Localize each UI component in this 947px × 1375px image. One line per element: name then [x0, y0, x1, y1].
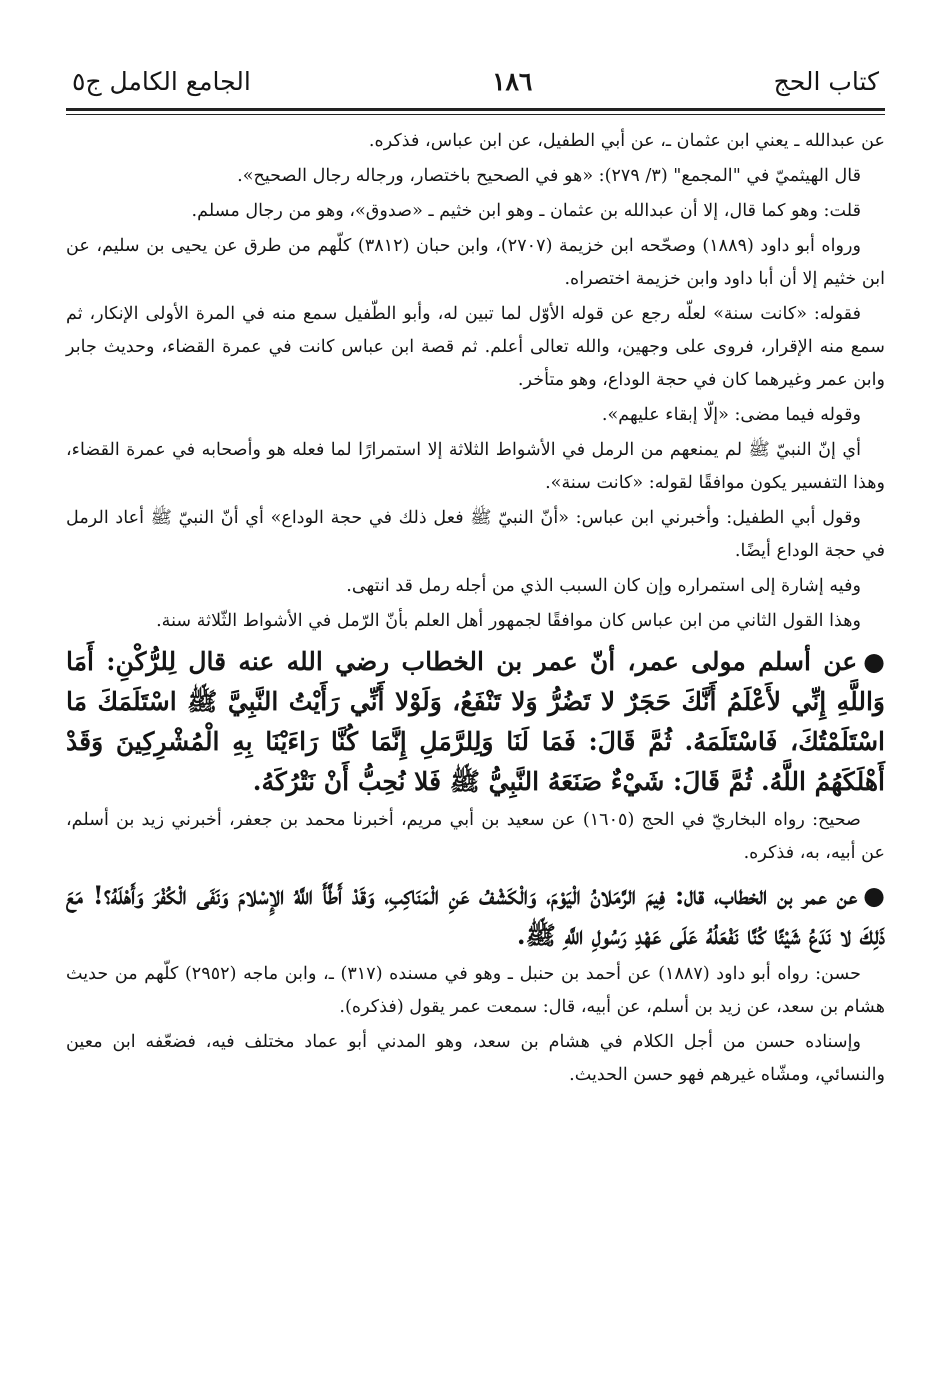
hadith-body: عن أسلم مولى عمر، أنّ عمر بن الخطاب رضي الله عنه قال لِلرُّكْنِ: أَمَا وَاللَّهِ إِنِّي لأَعْلَمُ أَنَّكَ حَجَرٌ لا تَضُرُّ وَلا تَنْفَعُ، وَلَوْلا أَنِّي رَأَيْتُ النَّبِيَّ ﷺ اسْتَلَمَكَ مَا اسْتَلَمْتُكَ، فَاسْتَلَمَهُ. ثُمَّ قَالَ: فَمَا لَنَا وَلِلرَّمَلِ إِنَّمَا كُنَّا رَاءَيْنَا بِهِ الْمُشْرِكِينَ وَقَدْ أَهْلَكَهُمُ اللَّهُ. ثُمَّ قَالَ: شَيْءٌ صَنَعَهُ النَّبِيُّ ﷺ فَلا نُحِبُّ أَنْ نَتْرُكَهُ. — [66, 647, 885, 796]
header-rule-thin — [66, 114, 885, 115]
page-header — [66, 60, 885, 104]
page-number: ١٨٦ — [492, 67, 533, 96]
bullet-icon: ● — [863, 881, 885, 910]
page-body — [66, 125, 885, 1092]
chapter-title: كتاب الحج — [773, 67, 879, 96]
commentary-paragraph: أي إنّ النبيّ ﷺ لم يمنعهم من الرمل في الأشواط الثلاثة إلا استمرارًا لما فعله هو وأصحابه في عمرة القضاء، وهذا التفسير يكون موافقًا لقوله: «كانت سنة». — [66, 440, 885, 493]
commentary-paragraph: فقوله: «كانت سنة» لعلّه رجع عن قوله الأوّل لما تبين له، وأبو الطّفيل سمع منه في المرة الأولى الإنكار، ثم سمع منه الإقرار، فروى على وجهين، والله تعالى أعلم. ثم قصة ابن عباس كانت في عمرة القضاء، وحديث جابر وابن عمر وغيرهما كان في حجة الوداع، وهو متأخر. — [66, 304, 885, 390]
commentary-paragraph: قلت: وهو كما قال، إلا أن عبدالله بن عثمان ـ وهو ابن خثيم ـ «صدوق»، وهو من رجال مسلم. — [191, 201, 861, 221]
commentary-paragraph: صحيح: رواه البخاريّ في الحج (١٦٠٥) عن سعيد بن أبي مريم، أخبرنا محمد بن جعفر، أخبرني زيد بن أسلم، عن أبيه، به، فذكره. — [66, 810, 885, 863]
commentary-paragraph: عن عبدالله ـ يعني ابن عثمان ـ، عن أبي الطفيل، عن ابن عباس، فذكره. — [368, 131, 885, 151]
hadith-text — [66, 876, 885, 956]
commentary-paragraph: قال الهيثميّ في "المجمع" (٣/ ٢٧٩): «هو في الصحيح باختصار، ورجاله رجال الصحيح». — [237, 166, 861, 186]
book-title: الجامع الكامل ج٥ — [72, 67, 251, 96]
bullet-icon: ● — [863, 647, 885, 676]
header-rule — [66, 108, 885, 111]
commentary-paragraph: حسن: رواه أبو داود (١٨٨٧) عن أحمد بن حنبل ـ وهو في مسنده (٣١٧) ـ، وابن ماجه (٢٩٥٢) كلّهم من حديث هشام بن سعد، عن زيد بن أسلم، عن أبيه، قال: سمعت عمر يقول (فذكره). — [66, 964, 885, 1017]
commentary-paragraph: وإسناده حسن من أجل الكلام في هشام بن سعد، وهو المدني أبو عماد مختلف فيه، فضعّفه ابن معين والنسائي، ومشّاه غيرهم فهو حسن الحديث. — [66, 1032, 885, 1085]
commentary-paragraph: وقول أبي الطفيل: وأخبرني ابن عباس: «أنّ النبيّ ﷺ فعل ذلك في حجة الوداع» أي أنّ النبيّ ﷺ أعاد الرمل في حجة الوداع أيضًا. — [66, 508, 885, 561]
hadith-body: عن عمر بن الخطاب، قال: فِيمَ الرَّمَلانُ الْيَوْمَ، وَالْكَشْفُ عَنِ الْمَنَاكِبِ، وَقَدْ أَطَّأَ اللَّهُ الإِسْلامَ وَنَفَى الْكُفْرَ وَأَهْلَهُ؟! مَعَ ذَلِكَ لا نَدَعُ شَيْئًا كُنَّا نَفْعَلُهُ عَلَى عَهْدِ رَسُولِ اللَّهِ ﷺ. — [66, 881, 885, 950]
commentary-paragraph: ورواه أبو داود (١٨٨٩) وصحّحه ابن خزيمة (٢٧٠٧)، وابن حبان (٣٨١٢) كلّهم من طرق عن يحيى بن سليم، عن ابن خثيم إلا أن أبا داود وابن خزيمة اختصراه. — [66, 236, 885, 289]
commentary-paragraph: وفيه إشارة إلى استمراره وإن كان السبب الذي من أجله رمل قد انتهى. — [346, 576, 861, 596]
commentary-paragraph: وهذا القول الثاني من ابن عباس كان موافقًا لجمهور أهل العلم بأنّ الرّمل في الأشواط الثّلاثة سنة. — [156, 611, 861, 631]
hadith-text — [66, 642, 885, 802]
commentary-paragraph: وقوله فيما مضى: «إلّا إبقاء عليهم». — [601, 405, 861, 425]
